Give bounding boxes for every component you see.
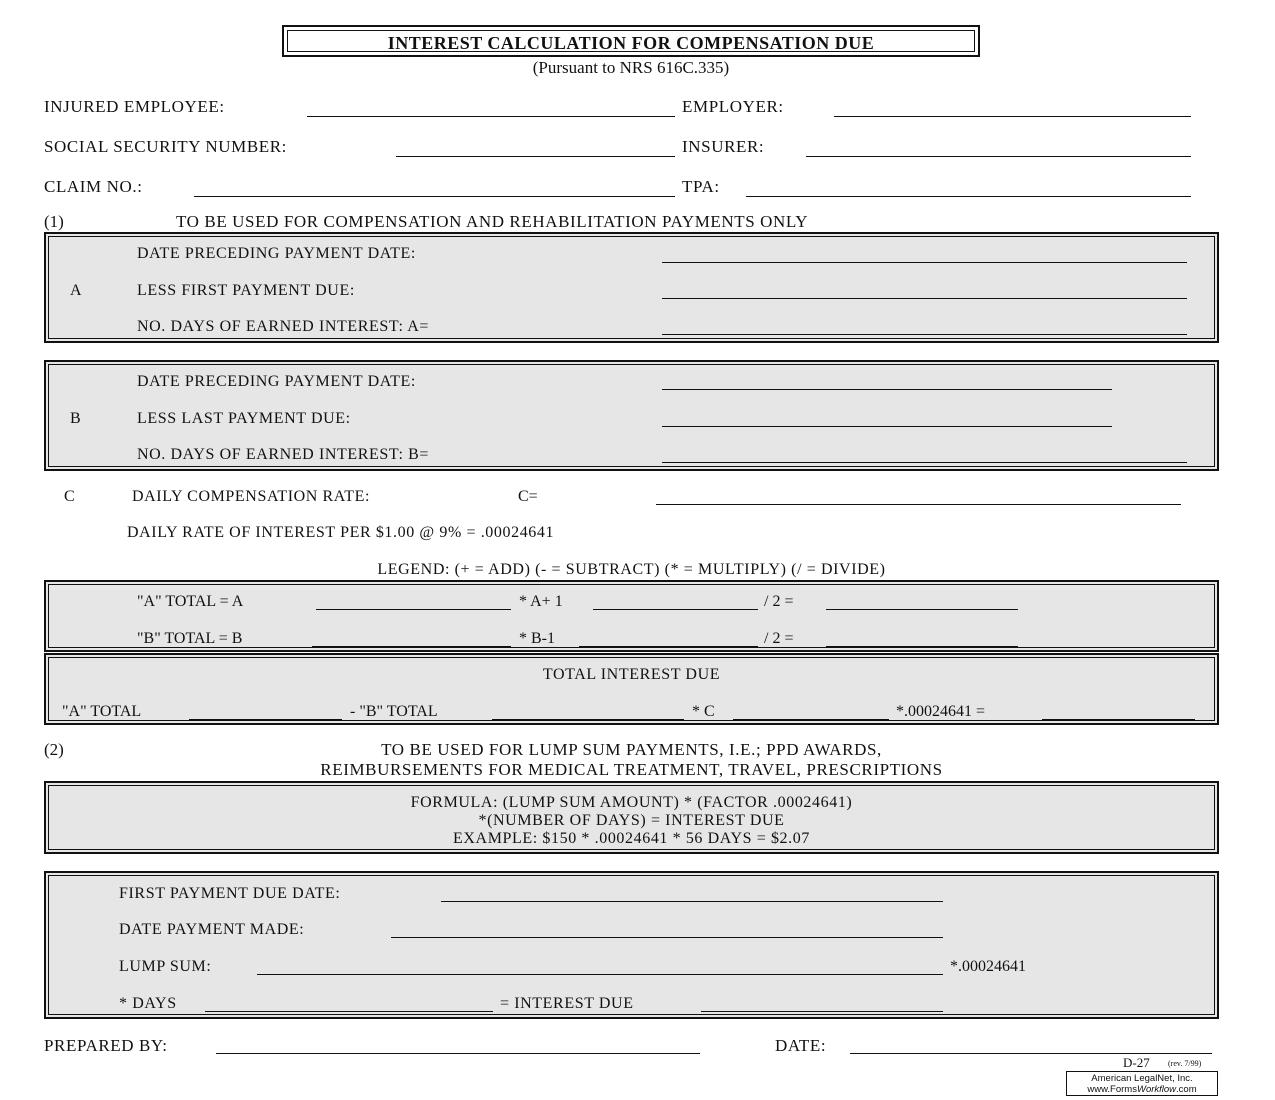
interest-c-line <box>733 719 889 720</box>
date-payment-made-label: DATE PAYMENT MADE: <box>119 921 305 938</box>
date-payment-made-input[interactable] <box>391 915 949 937</box>
first-payment-due-line <box>441 901 943 902</box>
b-total-input1[interactable] <box>312 624 517 646</box>
insurer-line <box>806 156 1191 157</box>
brand-line1: American LegalNet, Inc. <box>1091 1073 1193 1084</box>
box-b-row2-label: LESS LAST PAYMENT DUE: <box>137 410 351 427</box>
tpa-line <box>746 196 1191 197</box>
interest-a-total-label: "A" TOTAL <box>62 703 142 720</box>
box-a-row3-line <box>662 334 1187 335</box>
employer-input[interactable] <box>834 94 1197 116</box>
prepared-by-label: PREPARED BY: <box>44 1036 168 1055</box>
form-number: D-27 <box>1123 1055 1150 1070</box>
box-b-letter: B <box>70 410 81 427</box>
form-title: INTEREST CALCULATION FOR COMPENSATION DUE <box>387 33 875 53</box>
daily-rate-text: DAILY RATE OF INTEREST PER $1.00 @ 9% = .00024641 <box>127 524 555 541</box>
title-box <box>282 25 980 57</box>
first-payment-due-input[interactable] <box>441 879 949 901</box>
date-input[interactable] <box>850 1031 1218 1053</box>
b-total-line1 <box>312 646 511 647</box>
lump-sum-input[interactable] <box>257 952 949 974</box>
days-label: * DAYS <box>119 995 177 1012</box>
b-total-line3 <box>826 646 1018 647</box>
section1-number: (1) <box>44 212 64 231</box>
box-b-row1-label: DATE PRECEDING PAYMENT DATE: <box>137 373 416 390</box>
prepared-by-input[interactable] <box>216 1031 706 1053</box>
employer-label: EMPLOYER: <box>682 97 784 116</box>
interest-a-input[interactable] <box>189 697 348 719</box>
a-total-label: "A" TOTAL = A <box>137 593 244 610</box>
box-a-row1-line <box>662 262 1187 263</box>
a-total-line1 <box>316 609 511 610</box>
brand-box <box>1066 1071 1218 1096</box>
interest-a-line <box>189 719 342 720</box>
brand-line2: www.FormsWorkflow.com <box>1087 1084 1197 1095</box>
a-total-line3 <box>826 609 1018 610</box>
days-line <box>205 1011 493 1012</box>
interest-b-input[interactable] <box>492 697 690 719</box>
date-label: DATE: <box>775 1036 827 1055</box>
a-mult-label: * A+ 1 <box>519 593 563 610</box>
prepared-by-line <box>216 1053 700 1054</box>
interest-c-label: * C <box>692 703 715 720</box>
total-interest-heading: TOTAL INTEREST DUE <box>542 666 721 683</box>
section2-heading-line2: REIMBURSEMENTS FOR MEDICAL TREATMENT, TRAVEL, PRESCRIPTIONS <box>320 760 943 779</box>
c-label: DAILY COMPENSATION RATE: <box>132 488 370 505</box>
interest-c-input[interactable] <box>733 697 895 719</box>
b-total-label: "B" TOTAL = B <box>137 630 243 647</box>
legend-text: LEGEND: (+ = ADD) (- = SUBTRACT) (* = MULTIPLY) (/ = DIVIDE) <box>377 561 886 578</box>
b-total-input2[interactable] <box>579 624 764 646</box>
a-total-line2 <box>593 609 758 610</box>
c-equals: C= <box>518 488 538 505</box>
box-a-row3-label: NO. DAYS OF EARNED INTEREST: A= <box>137 318 430 335</box>
days-input[interactable] <box>205 989 499 1011</box>
first-payment-due-label: FIRST PAYMENT DUE DATE: <box>119 885 341 902</box>
box-b-row1-line <box>662 389 1112 390</box>
insurer-input[interactable] <box>806 134 1197 156</box>
a-total-input2[interactable] <box>593 587 764 609</box>
a-div-label: / 2 = <box>764 593 794 610</box>
box-b-row2-line <box>662 426 1112 427</box>
formula-line3: EXAMPLE: $150 * .00024641 * 56 DAYS = $2.07 <box>453 830 810 847</box>
box-b-row3-input[interactable] <box>662 440 1193 462</box>
tpa-input[interactable] <box>746 174 1197 196</box>
c-input[interactable] <box>656 482 1187 504</box>
box-b-row3-line <box>662 462 1187 463</box>
box-a-row1-label: DATE PRECEDING PAYMENT DATE: <box>137 245 416 262</box>
lump-sum-label: LUMP SUM: <box>119 958 212 975</box>
box-a-row2-line <box>662 298 1187 299</box>
form-subtitle: (Pursuant to NRS 616C.335) <box>532 58 730 77</box>
box-a-row1-input[interactable] <box>662 240 1193 262</box>
ssn-input[interactable] <box>396 134 681 156</box>
box-a-row2-input[interactable] <box>662 276 1193 298</box>
interest-b-line <box>492 719 684 720</box>
section2-heading-line1: TO BE USED FOR LUMP SUM PAYMENTS, I.E.; PPD AWARDS, <box>381 740 882 759</box>
interest-result-line <box>1042 719 1195 720</box>
interest-result-input[interactable] <box>1042 697 1201 719</box>
injured-employee-label: INJURED EMPLOYEE: <box>44 97 225 116</box>
a-total-input1[interactable] <box>316 587 517 609</box>
date-payment-made-line <box>391 937 943 938</box>
injured-employee-line <box>307 116 675 117</box>
box-a-row2-label: LESS FIRST PAYMENT DUE: <box>137 282 355 299</box>
b-total-input3[interactable] <box>826 624 1024 646</box>
a-total-input3[interactable] <box>826 587 1024 609</box>
form-revision: (rev. 7/99) <box>1168 1059 1202 1068</box>
box-a-row3-input[interactable] <box>662 312 1193 334</box>
b-div-label: / 2 = <box>764 630 794 647</box>
interest-due-line <box>701 1011 943 1012</box>
formula-line1: FORMULA: (LUMP SUM AMOUNT) * (FACTOR .00024641) <box>410 794 853 811</box>
interest-due-input[interactable] <box>701 989 949 1011</box>
b-mult-label: * B-1 <box>519 630 555 647</box>
tpa-label: TPA: <box>682 177 720 196</box>
employer-line <box>834 116 1191 117</box>
b-total-line2 <box>579 646 758 647</box>
claim-no-line <box>194 196 675 197</box>
box-b-row3-label: NO. DAYS OF EARNED INTEREST: B= <box>137 446 430 463</box>
claim-no-label: CLAIM NO.: <box>44 177 143 196</box>
interest-factor-label: *.00024641 = <box>896 703 986 720</box>
box-a-letter: A <box>70 282 82 299</box>
ssn-line <box>396 156 675 157</box>
injured-employee-input[interactable] <box>307 94 681 116</box>
box-b-row1-input[interactable] <box>662 367 1118 389</box>
c-line <box>656 504 1181 505</box>
interest-due-label: = INTEREST DUE <box>500 995 634 1012</box>
box-b-row2-input[interactable] <box>662 404 1118 426</box>
claim-no-input[interactable] <box>194 174 681 196</box>
date-line <box>850 1053 1212 1054</box>
section1-heading: TO BE USED FOR COMPENSATION AND REHABILITATION PAYMENTS ONLY <box>176 212 809 231</box>
lump-factor-label: *.00024641 <box>950 958 1026 975</box>
lump-sum-line <box>257 974 943 975</box>
interest-b-total-label: - "B" TOTAL <box>350 703 438 720</box>
insurer-label: INSURER: <box>682 137 765 156</box>
section2-number: (2) <box>44 740 64 759</box>
c-letter: C <box>64 488 75 505</box>
ssn-label: SOCIAL SECURITY NUMBER: <box>44 137 288 156</box>
formula-line2: *(NUMBER OF DAYS) = INTEREST DUE <box>478 812 785 829</box>
